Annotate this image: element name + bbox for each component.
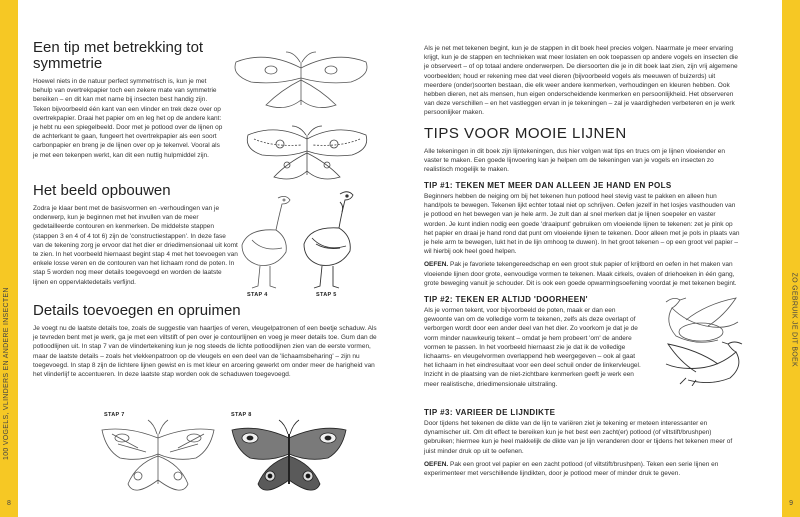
- bird-overlap-sketch-bottom: [656, 338, 748, 386]
- details-body: Je voegt nu de laatste details toe, zoals de suggestie van haartjes of veren, vleugelpatronen of een beetje schaduw. Als je tevreden bent met je werk, ga je met een viltstift of pen over je contourlijnen en voeg je meer details toe. Gum dan de potloodlijnen uit. In stap 7 van de vlindertekening kun je nog steeds de lichte potloodlijnen zien van de eerste vormen, maar de laatste details – zoals het vlekkenpatroon op de vleugels en een deel van de 'lichaamsbeharing' – zijn nu toegevoegd. In stap 8 zijn de lichtere lijnen gewist en is met kleur en arcering gewerkt om onder meer de harigheid van het vlinderlijf te accentueren. In deze laatste stap worden ook de schaduwen toegevoegd.: [33, 325, 377, 379]
- goose-sketch-step4: [238, 190, 296, 290]
- goose-sketch-step5: [300, 186, 360, 290]
- step8-caption: STAP 8: [231, 412, 252, 418]
- tip2-heading: TIP #2: TEKEN ER ALTIJD 'DOORHEEN': [424, 295, 588, 304]
- tip3-exercise-label: OEFEN.: [424, 460, 449, 468]
- tip1-section: [424, 181, 740, 288]
- tip3-heading: TIP #3: VARIEER DE LIJNDIKTE: [424, 408, 556, 417]
- intro-section: [424, 44, 740, 118]
- build-section: [33, 183, 238, 287]
- intro-body: Als je net met tekenen begint, kun je de stappen in dit boek heel precies volgen. Naarmate je meer ervaring krijgt, kun je de stappen en technieken wat meer loslaten en ook toepassen op andere vogels en insecten die je observeert – of op totaal andere onderwerpen. De diersoorten die je in dit boek laat zien, zijn vrij algemene voorbeelden; houd er rekening mee dat veel dieren (bijvoorbeeld vogels als meeuwen of buizerds) uit meerdere (onder)soorten bestaan, die elk weer andere kenmerken, verhoudingen en kleuren hebben. Ook hebben dieren, net als mensen, hun eigen onderscheidende kenmerken en persoonlijkheid. Het observeren van deze verschillen – en het vastleggen ervan in je tekeningen – zal je vaardigheden verbeteren en je werk persoonlijker maken.: [424, 45, 739, 117]
- moth-detailed-sketch: [242, 125, 372, 183]
- tip2-section: [424, 295, 642, 389]
- build-heading: Het beeld opbouwen: [33, 182, 171, 199]
- symmetry-body: Hoewel niets in de natuur perfect symmetrisch is, kun je met behulp van overtrekpapier toch een zekere mate van symmetrie bereiken – en dit kan met name bij insecten best handig zijn. Teken bijvoorbeeld één kant van een vlinder en trek deze over op overtrekpapier. Draai het papier om en leg het op de andere kant: je hebt nu een spiegelbeeld. Door met je potlood over de lijnen op de achterkant te gaan, fungeert het overtrekpapier als een soort carbonpapier en breng je de lijnen over op je tekenvel. Vooral als je met een tekenpen werkt, kan dit een nuttig hulpmiddel zijn.: [33, 78, 223, 159]
- symmetry-tip-section: [33, 40, 223, 160]
- step5-caption: STAP 5: [316, 292, 337, 298]
- step4-caption: STAP 4: [247, 292, 268, 298]
- right-side-strip: [782, 0, 800, 517]
- details-section: [33, 303, 383, 379]
- tip3-body: Door tijdens het tekenen de dikte van de lijn te variëren ziet je tekening er meteen interessanter en dynamischer uit. Om dit effect te bereiken kun je het best een zacht(er) potlood (of viltstift/brushpen) gebruiken; hiermee kun je heel makkelijk de dikte van je lijn veranderen door er tijdens het tekenen meer of juist minder druk op uit te oefenen.: [424, 420, 733, 455]
- details-heading: Details toevoegen en opruimen: [33, 302, 241, 319]
- tip1-exercise-text: Pak je favoriete tekengereedschap en een groot stuk papier of krijtbord en oefen in het maken van vloeiende lijnen door grote, eenvoudige vormen te tekenen. Maak cirkels, ovalen of driehoeken in één gang, grote beweging vanuit je schouder. Dit is ook een goede opwarmingsoefening voordat je met tekenen begint.: [424, 261, 737, 287]
- tip1-exercise: [424, 260, 740, 288]
- left-page-number: 8: [7, 500, 11, 507]
- build-body: Zodra je klaar bent met de basisvormen en -verhoudingen van je onderwerp, kun je beginnen met het invullen van de meer gedetailleerde contouren en kenmerken. De middelste stappen (stappen 3 en 4 of 4 tot 6) zijn de 'constructiestappen'. In deze fase van de tekening zorg je ervoor dat het dier er driedimensionaal uit komt te zien. In het voorbeeld hiernaast begint stap 4 met het toevoegen van enkele losse veren en de contouren van het lichaam rond de poten. In stap 5 worden nog meer details toegevoegd en worden de laatste lijnen en oppervlaktedetails verfijnd.: [33, 205, 238, 286]
- tip3-exercise: [424, 460, 740, 478]
- tips-heading: TIPS VOOR MOOIE LIJNEN: [424, 125, 627, 142]
- tip1-body: Beginners hebben de neiging om bij het tekenen hun potlood heel stevig vast te pakken en alleen hun hand/pols te bewegen. Tekenen lijkt echter totaal niet op schrijven. Oefen jezelf in het losjes vasthouden van je potlood en het bewegen van je hele arm. Je zult dan al snel merken dat je lijnen soepeler en vaster worden. Je kunt indien nodig een goede 'draaipunt' gebruiken om vloeiende lijnen te tekenen: zet je pink op het papier en draai je hand rond dat punt om vloeiende lijnen te tekenen. Door alleen met je pols in plaats van je hele arm te bewegen, lukt het in de lijn omhoog te duwen). In het groot tekenen – op een groot vel papier – wil hierbij ook heel goed helpen.: [424, 193, 740, 256]
- moth-outline-sketch: [226, 50, 376, 115]
- tip3-section: [424, 408, 740, 478]
- tip2-body: Als je vormen tekent, voor bijvoorbeeld de poten, maak er dan een gewoonte van om de volledige vorm te tekenen, zelfs als deze overlapt of verborgen wordt door een ander deel van het dier. Zo voorkom je dat je de vorm minder nauwkeurig tekent – omdat je hem probeert 'om' de andere vormen te passen. In het voorbeeld hiernaast zie je dat ik de volledige lichaams- en vleugelvormen overlappend heb weergegeven – ook al gaat het lichaam in het eindresultaat voor een deel schuil onder de linkervleugel. Inzicht in de plaatsing van de niet-zichtbare kenmerken geeft je werk een meer realistische, driedimensionale uitstraling.: [424, 307, 641, 388]
- butterfly-sketch-step8: [228, 418, 350, 504]
- step7-caption: STAP 7: [104, 412, 125, 418]
- tip3-exercise-text: Pak een groot vel papier en een zacht potlood (of viltstift/brushpen). Teken een serie lijnen en experimenteer met verschillende lijndikten, door je potlood meer of minder druk te geven.: [424, 460, 719, 478]
- tips-section: [424, 126, 740, 175]
- left-side-label: 100 VOGELS, VLINDERS EN ANDERE INSECTEN: [3, 287, 10, 460]
- right-side-label: ZO GEBRUIK JE DIT BOEK: [790, 272, 797, 367]
- tip1-exercise-label: OEFEN.: [424, 261, 449, 269]
- tips-intro: Alle tekeningen in dit boek zijn lijntekeningen, dus hier volgen wat tips en trucs om je lijnen vloeiender en vaster te maken. Een goede lijnvoering kan je helpen om de tekeningen van je vogels en insecten zo realistisch mogelijk te maken.: [424, 148, 725, 174]
- tip1-heading: TIP #1: TEKEN MET MEER DAN ALLEEN JE HAND EN POLS: [424, 181, 672, 190]
- symmetry-heading: Een tip met betrekking tot symmetrie: [33, 39, 204, 72]
- butterfly-sketch-step7: [98, 418, 218, 504]
- right-page-number: 9: [789, 500, 793, 507]
